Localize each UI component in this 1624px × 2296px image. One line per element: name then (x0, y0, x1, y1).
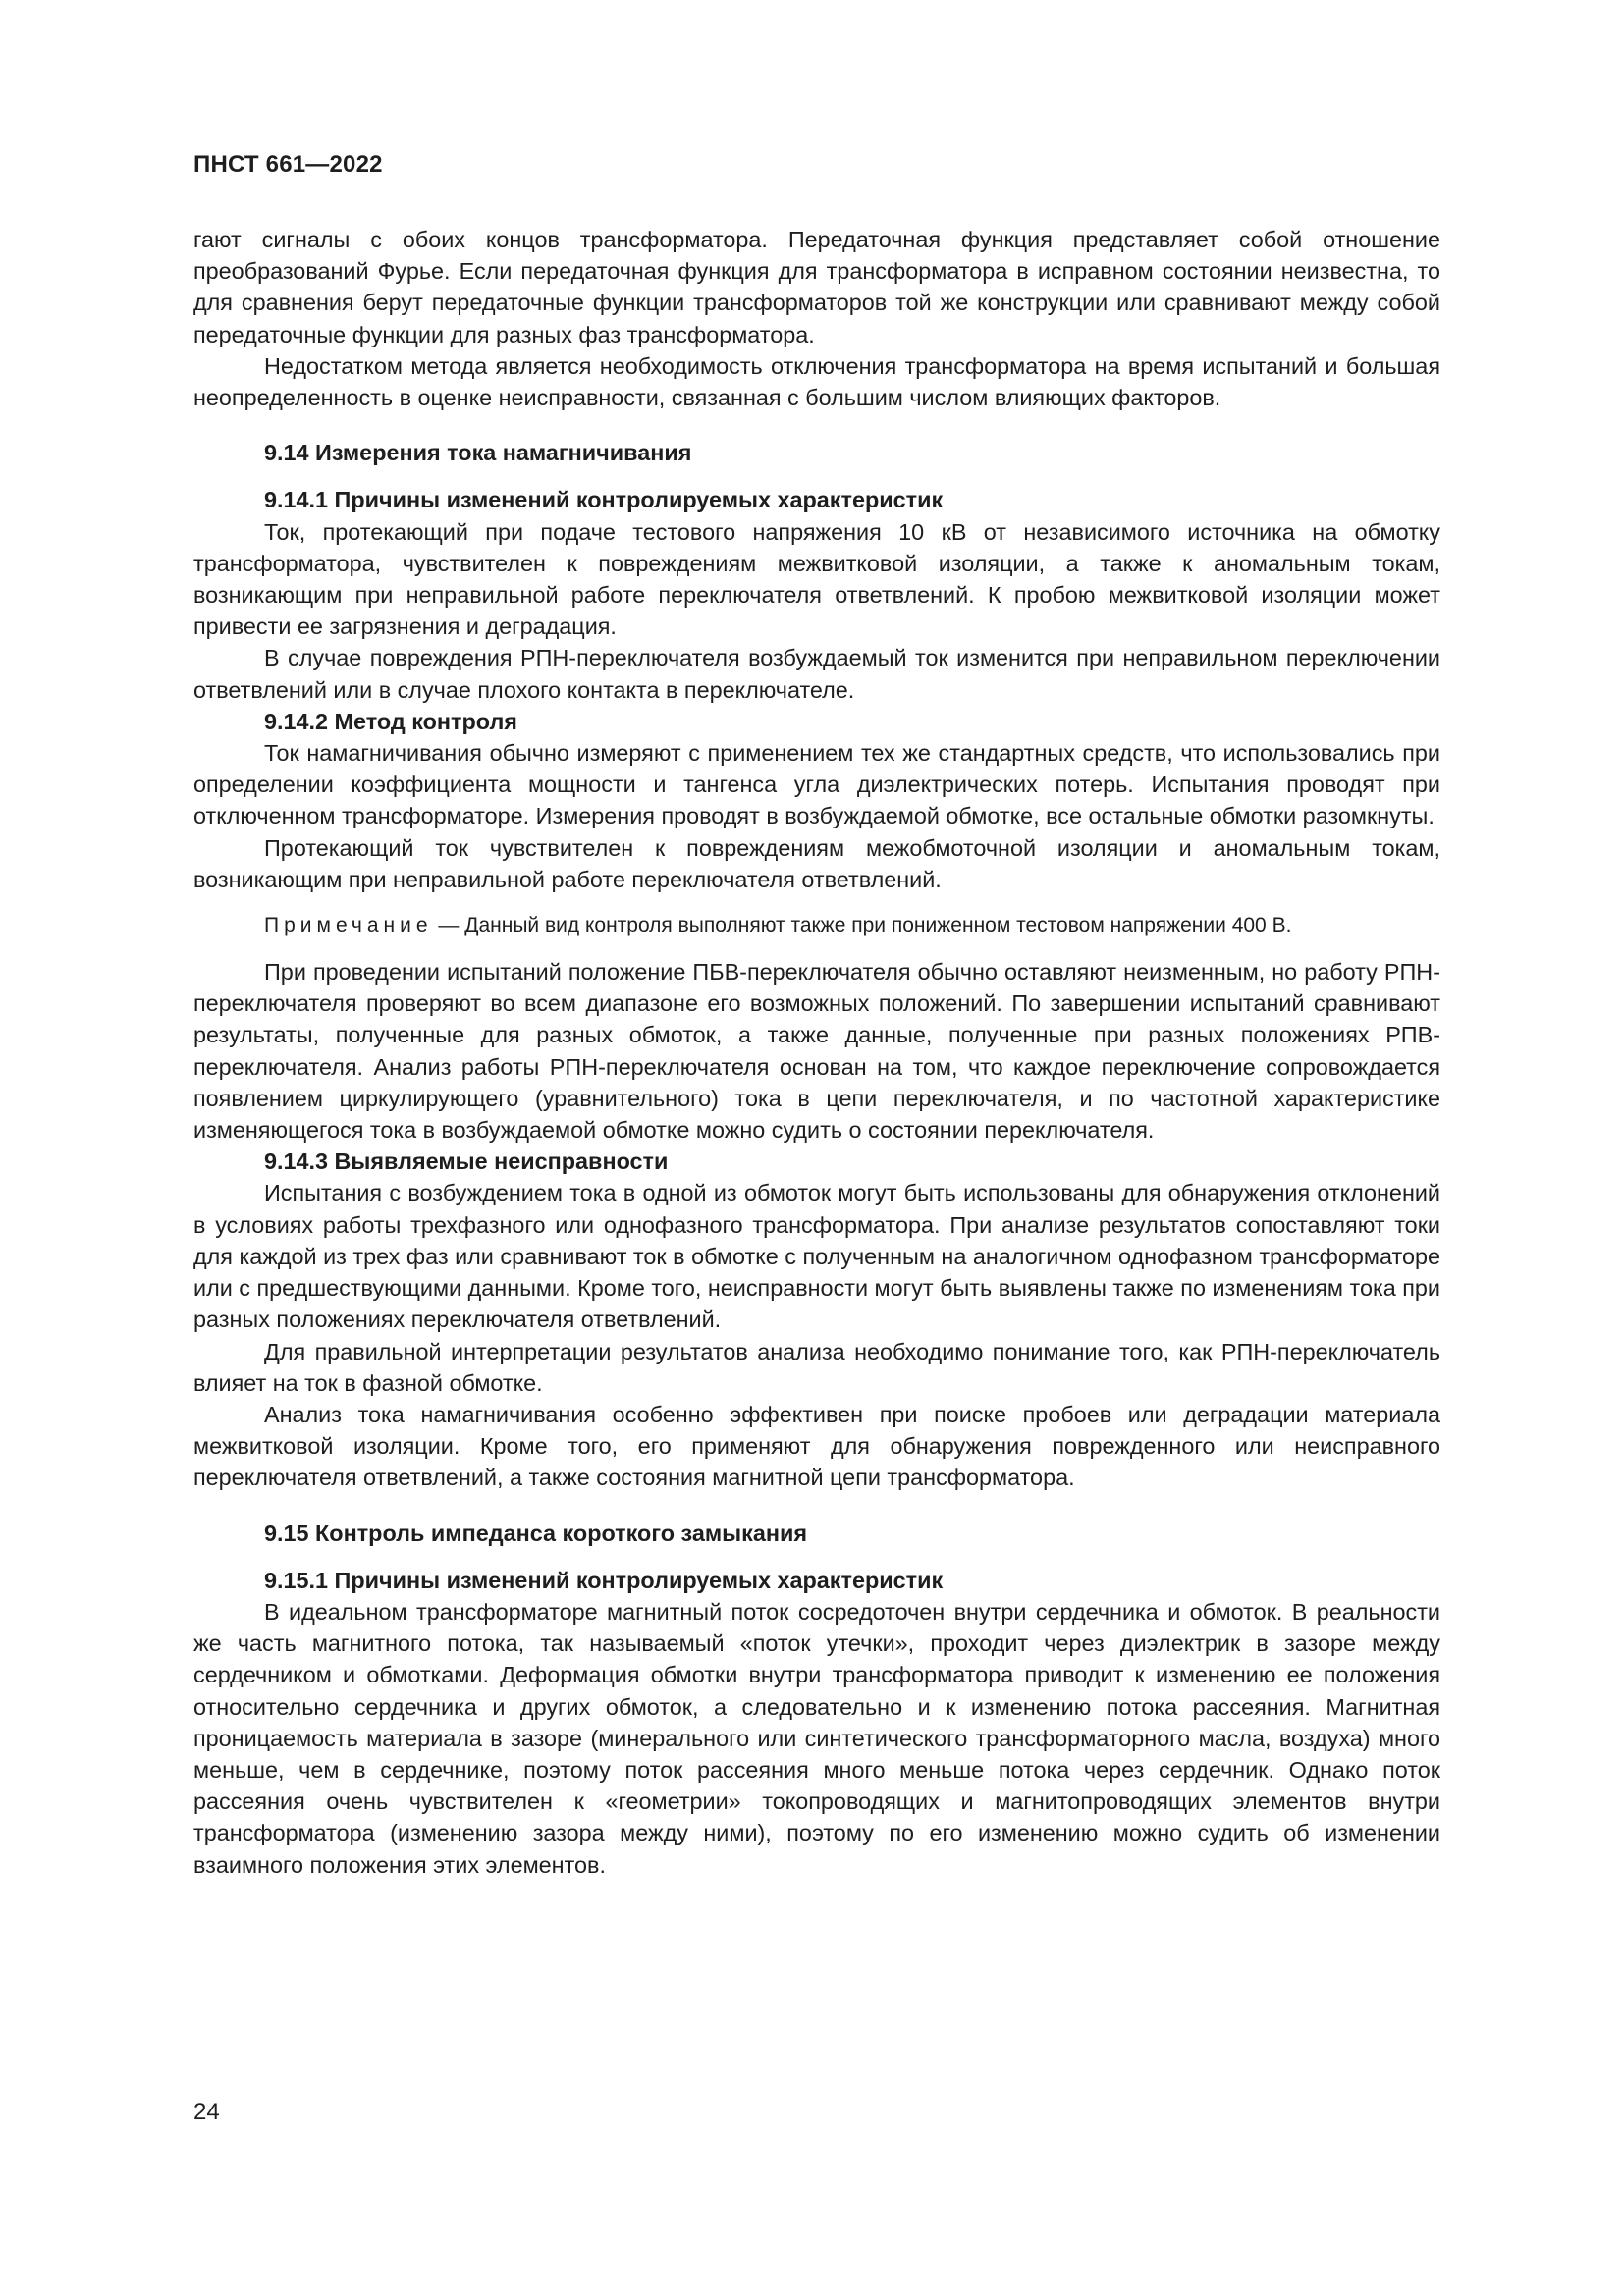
paragraph-9-15-1-a: В идеальном трансформаторе магнитный поток сосредоточен внутри сердечника и обмоток. В реальности же часть магнитного потока, так называемый «поток утечки», проходит через диэлектрик в зазоре между сердечником и обмотками. Деформация обмотки внутри трансформатора приводит к изменению ее положения относительно сердечника и других обмоток, а следовательно и к изменению потока рассеяния. Магнитная проницаемость материала в зазоре (минерального или синтетического трансформаторного масла, воздуха) много меньше, чем в сердечнике, поэтому поток рассеяния много меньше потока через сердечник. Однако поток рассеяния очень чувствителен к «геометрии» токопроводящих и магнитопроводящих элементов внутри трансформатора (изменению зазора между ними), поэтому по его изменению можно судить об изменении взаимного положения этих элементов. (193, 1598, 1440, 1878)
paragraph-9-14-1-b: В случае повреждения РПН-переключателя возбуждаемый ток изменится при неправильном переключении ответвлений или в случае плохого контакта в переключателе. (193, 645, 1440, 703)
paragraph-9-14-2-c: При проведении испытаний положение ПБВ-переключателя обычно оставляют неизменным, но работу РПН-переключателя проверяют во всем диапазоне его возможных положений. По завершении испытаний сравнивают результаты, полученные для разных обмоток, а также данные, полученные при разных положениях РПВ-переключателя. Анализ работы РПН-переключателя основан на том, что каждое переключение сопровождается появлением циркулирующего (уравнительного) тока в цепи переключателя, и по частотной характеристике изменяющегося тока в возбуждаемой обмотке можно судить о состоянии переключателя. (193, 959, 1440, 1144)
subsection-9-15-1-heading: 9.15.1 Причины изменений контролируемых характеристик (264, 1567, 944, 1593)
subsection-9-14-1-heading: 9.14.1 Причины изменений контролируемых характеристик (264, 487, 944, 513)
paragraph-9-14-2-b: Протекающий ток чувствителен к повреждениям межобмоточной изоляции и аномальным токам, возникающим при неправильной работе переключателя ответвлений. (193, 834, 1440, 892)
paragraph-9-14-3-c: Анализ тока намагничивания особенно эффективен при поиске пробоев или деградации материала межвитковой изоляции. Кроме того, его применяют для обнаружения поврежденного или неисправного переключателя ответвлений, а также состояния магнитной цепи трансформатора. (193, 1401, 1440, 1491)
subsection-9-14-3-heading: 9.14.3 Выявляемые неисправности (264, 1148, 669, 1175)
note-label: Примечание (264, 914, 433, 937)
paragraph-9-14-2-a: Ток намагничивания обычно измеряют с применением тех же стандартных средств, что использовались при определении коэффициента мощности и тангенса угла диэлектрических потерь. Испытания проводят при отключенном трансформаторе. Измерения проводят в возбуждаемой обмотке, все остальные обмотки разомкнуты. (193, 740, 1440, 829)
intro-paragraph: гают сигналы с обоих концов трансформатора. Передаточная функция представляет собой отношение преобразований Фурье. Если передаточная функция для трансформатора в исправном состоянии неизвестна, то для сравнения берут передаточные функции трансформаторов той же конструкции или сравнивают между собой передаточные функции для разных фаз трансформатора. (193, 227, 1440, 347)
paragraph-9-14-3-a: Испытания с возбуждением тока в одной из обмоток могут быть использованы для обнаружения отклонений в условиях работы трехфазного или однофазного трансформатора. При анализе результатов сопоставляют токи для каждой из трех фаз или сравнивают ток в обмотке с полученным на аналогичном однофазном трансформаторе или с предшествующими данными. Кроме того, неисправности могут быть выявлены также по изменениям тока при разных положениях переключателя ответвлений. (193, 1180, 1440, 1333)
note (264, 911, 1440, 940)
document-code-header: ПНСТ 661—2022 (193, 151, 383, 178)
document-body (193, 224, 1440, 1881)
drawback-paragraph: Недостатком метода является необходимость отключения трансформатора на время испытаний и большая неопределенность в оценке неисправности, связанная с большим числом влияющих факторов. (193, 352, 1440, 411)
paragraph-9-14-3-b: Для правильной интерпретации результатов анализа необходимо понимание того, как РПН-переключатель влияет на ток в фазной обмотке. (193, 1338, 1440, 1396)
section-9-14-heading: 9.14 Измерения тока намагничивания (264, 440, 692, 466)
page-number: 24 (193, 2099, 220, 2125)
note-text: — Данный вид контроля выполняют также при пониженном тестовом напряжении 400 В. (432, 914, 1292, 937)
section-9-15-heading: 9.15 Контроль импеданса короткого замыкания (264, 1520, 808, 1546)
subsection-9-14-2-heading: 9.14.2 Метод контроля (264, 708, 517, 734)
paragraph-9-14-1-a: Ток, протекающий при подаче тестового напряжения 10 кВ от независимого источника на обмотку трансформатора, чувствителен к повреждениям межвитковой изоляции, а также к аномальным токам, возникающим при неправильной работе переключателя ответвлений. К пробою межвитковой изоляции может привести ее загрязнения и деградация. (193, 518, 1440, 640)
